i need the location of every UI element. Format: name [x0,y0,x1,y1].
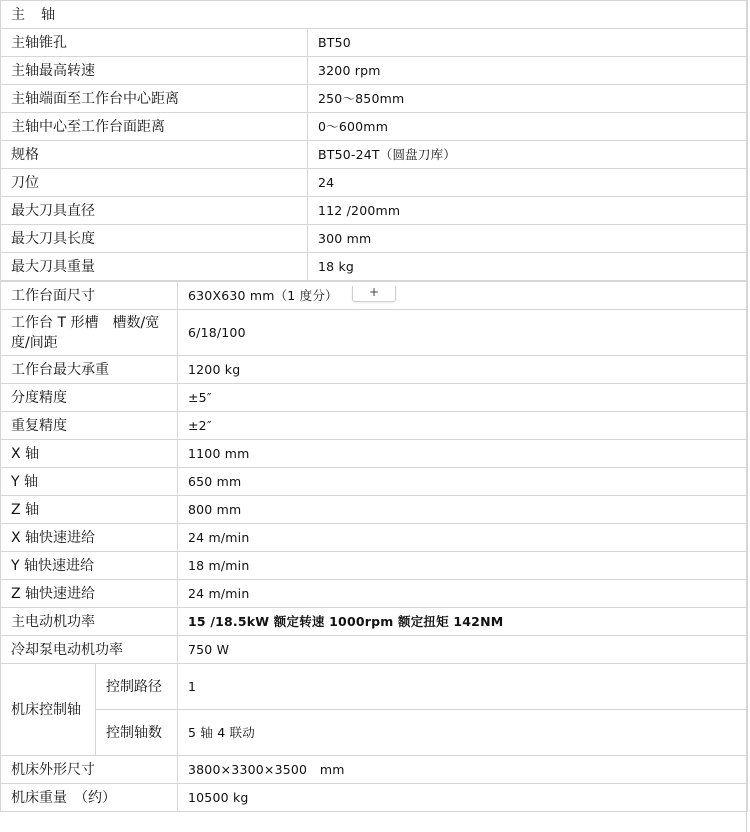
table-row [1,608,748,636]
row-value: 24 m/min [178,524,748,552]
table-row [1,468,748,496]
row-label: 主轴端面至工作台中心距离 [1,85,308,113]
row-value: 0～600mm [308,113,748,141]
table-row [1,310,748,356]
table-row [1,664,748,710]
row-label: 规格 [1,141,308,169]
row-value: BT50-24T（圆盘刀库） [308,141,748,169]
row-label: 主电动机功率 [1,608,178,636]
row-value: 1 [178,664,748,710]
row-label: 最大刀具直径 [1,197,308,225]
row-label: 工作台面尺寸 [1,282,178,310]
control-axis-label: 机床控制轴 [1,664,96,756]
table-row [1,496,748,524]
row-label: Z 轴快速进给 [1,580,178,608]
row-value: 24 m/min [178,580,748,608]
row-value: 3800×3300×3500 mm [178,756,748,784]
row-label: 工作台 T 形槽 槽数/宽度/间距 [1,310,178,356]
row-value: ±5″ [178,384,748,412]
row-label: 重复精度 [1,412,178,440]
right-border [746,0,747,832]
spec-table [0,281,748,812]
row-value: 24 [308,169,748,197]
table-row [1,57,748,85]
row-value: 250～850mm [308,85,748,113]
row-label: Z 轴 [1,496,178,524]
row-value: 15 /18.5kW 额定转速 1000rpm 额定扭矩 142NM [178,608,748,636]
row-label: 最大刀具长度 [1,225,308,253]
table-row [1,552,748,580]
row-value: 750 W [178,636,748,664]
add-row-handle[interactable] [352,286,396,302]
row-value: BT50 [308,29,748,57]
table-row [1,710,748,756]
row-value: 1200 kg [178,356,748,384]
table-row [1,384,748,412]
row-label: X 轴 [1,440,178,468]
row-label: Y 轴 [1,468,178,496]
row-value: 3200 rpm [308,57,748,85]
row-label: X 轴快速进给 [1,524,178,552]
table-row [1,440,748,468]
row-sublabel: 控制路径 [96,664,178,710]
row-sublabel: 控制轴数 [96,710,178,756]
row-label: 最大刀具重量 [1,253,308,281]
table-row [1,85,748,113]
row-value: ±2″ [178,412,748,440]
row-label: 机床重量 （约） [1,784,178,812]
row-value: 300 mm [308,225,748,253]
table-row [1,141,748,169]
table-row [1,636,748,664]
table-row [1,756,748,784]
section-title: 主 轴 [1,1,748,29]
row-value: 5 轴 4 联动 [178,710,748,756]
row-value: 18 kg [308,253,748,281]
section-header-row [1,1,748,29]
row-label: 工作台最大承重 [1,356,178,384]
table-row [1,356,748,384]
plus-icon: + [368,285,380,299]
row-value: 800 mm [178,496,748,524]
row-value: 630X630 mm（1 度分） [178,282,748,310]
table-row [1,113,748,141]
row-value: 650 mm [178,468,748,496]
table-row [1,169,748,197]
table-row [1,580,748,608]
row-label: 分度精度 [1,384,178,412]
table-row [1,524,748,552]
table-row [1,784,748,812]
table-row [1,412,748,440]
row-label: 主轴中心至工作台面距离 [1,113,308,141]
row-value: 10500 kg [178,784,748,812]
row-value: 1100 mm [178,440,748,468]
row-label: 主轴最高转速 [1,57,308,85]
row-label: 机床外形尺寸 [1,756,178,784]
row-value: 112 /200mm [308,197,748,225]
table-row [1,29,748,57]
table-row [1,225,748,253]
row-label: 冷却泵电动机功率 [1,636,178,664]
row-label: 刀位 [1,169,308,197]
table-row [1,197,748,225]
row-value: 18 m/min [178,552,748,580]
table-row [1,253,748,281]
spindle-table [0,0,748,281]
row-label: 主轴锥孔 [1,29,308,57]
row-label: Y 轴快速进给 [1,552,178,580]
row-value: 6/18/100 [178,310,748,356]
